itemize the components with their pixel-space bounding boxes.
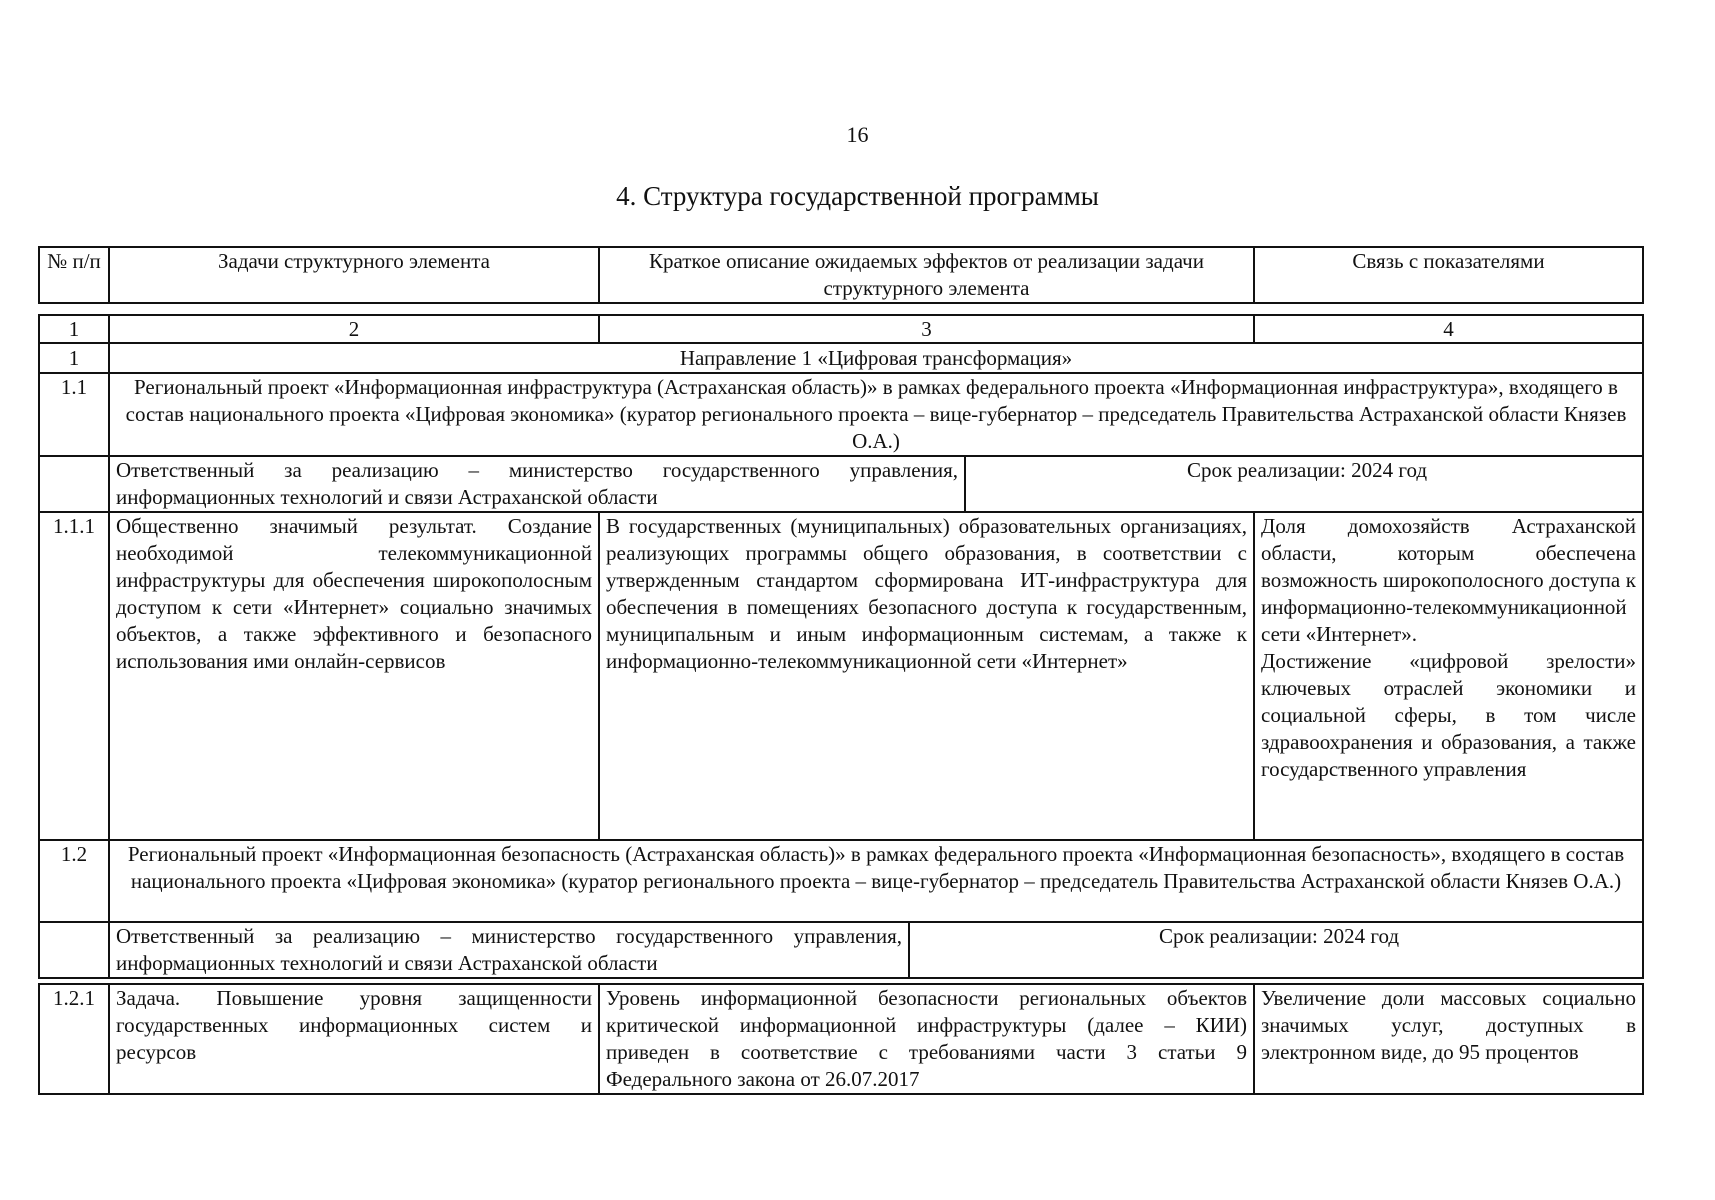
direction-row — [39, 343, 1643, 373]
header-tasks: Задачи структурного элемента — [109, 247, 599, 303]
direction-number: 1 — [39, 343, 109, 373]
structure-table-header — [38, 246, 1644, 304]
indicators-text: Достижение «цифровой зрелости» ключевых отраслей экономики и социальной сферы, в том числе здравоохранения и образования, а также государственного управления — [1261, 649, 1636, 781]
term-text: Срок реализации: 2024 год — [1158, 924, 1400, 948]
project-row — [39, 840, 1643, 922]
indicators-text: Доля домохозяйств Астраханской области, которым обеспечена возможность широкополосного доступа к информационно-телекоммуникационной сети «Интернет». — [1261, 514, 1636, 646]
responsible-cell — [109, 922, 1643, 978]
page-number: 16 — [846, 122, 869, 147]
indicators-cell — [1254, 512, 1643, 840]
responsible-row — [39, 922, 1643, 978]
effects-text: Уровень информационной безопасности региональных объектов критической информационной инфраструктуры (далее – КИИ) приведен в соответствие с требованиями части 3 статьи 9 Федерального закона от 26.07.2017 — [599, 984, 1254, 1094]
project-number: 1.1 — [39, 373, 109, 456]
indicators-text: Увеличение доли массовых социально значимых услуг, доступных в электронном виде, до 95 процентов — [1254, 984, 1643, 1094]
project-row — [39, 373, 1643, 456]
responsible-text: Ответственный за реализацию – министерство государственного управления, информационных технологий и связи Астраханской области — [110, 923, 910, 977]
task-text: Задача. Повышение уровня защищенности государственных информационных систем и ресурсов — [109, 984, 599, 1094]
column-numbers-row — [39, 315, 1643, 343]
column-number: 3 — [599, 315, 1254, 343]
section-title: 4. Структура государственной программы — [616, 181, 1099, 211]
structure-table — [38, 314, 1644, 1095]
project-title: Региональный проект «Информационная инфраструктура (Астраханская область)» в рамках федерального проекта «Информационная инфраструктура», входящего в состав национального проекта «Цифровая экономика» (куратор регионального проекта – вице-губернатор – председатель Правительства Астраханской области Князев О.А.) — [109, 373, 1643, 456]
empty-cell — [39, 456, 109, 512]
header-row — [39, 247, 1643, 303]
column-number: 2 — [109, 315, 599, 343]
project-number: 1.2 — [39, 840, 109, 922]
task-row — [39, 984, 1643, 1094]
column-number: 4 — [1254, 315, 1643, 343]
empty-cell — [39, 922, 109, 978]
responsible-cell — [109, 456, 1643, 512]
direction-title: Направление 1 «Цифровая трансформация» — [109, 343, 1643, 373]
task-number: 1.2.1 — [39, 984, 109, 1094]
header-indicators: Связь с показателями — [1254, 247, 1643, 303]
effects-text: В государственных (муниципальных) образовательных организациях, реализующих программы общего образования, в соответствии с утвержденным стандартом сформирована ИТ-инфраструктура для обеспечения в помещениях безопасного доступа к государственным, муниципальным и иным информационным системам, а также к информационно-телекоммуникационной сети «Интернет» — [599, 512, 1254, 840]
header-effects: Краткое описание ожидаемых эффектов от реализации задачи структурного элемента — [599, 247, 1254, 303]
project-title: Региональный проект «Информационная безопасность (Астраханская область)» в рамках федерального проекта «Информационная безопасность», входящего в состав национального проекта «Цифровая экономика» (куратор регионального проекта – вице-губернатор – председатель Правительства Астраханской области Князев О.А.) — [109, 840, 1643, 922]
task-text: Общественно значимый результат. Создание необходимой телекоммуникационной инфраструктуры для обеспечения широкополосным доступом к сети «Интернет» социально значимых объектов, а также эффективного и безопасного использования ими онлайн-сервисов — [109, 512, 599, 840]
column-number: 1 — [39, 315, 109, 343]
responsible-text: Ответственный за реализацию – министерство государственного управления, информационных технологий и связи Астраханской области — [110, 457, 966, 511]
task-number: 1.1.1 — [39, 512, 109, 840]
task-row — [39, 512, 1643, 840]
header-number: № п/п — [39, 247, 109, 303]
term-text: Срок реализации: 2024 год — [1186, 458, 1428, 482]
responsible-row — [39, 456, 1643, 512]
